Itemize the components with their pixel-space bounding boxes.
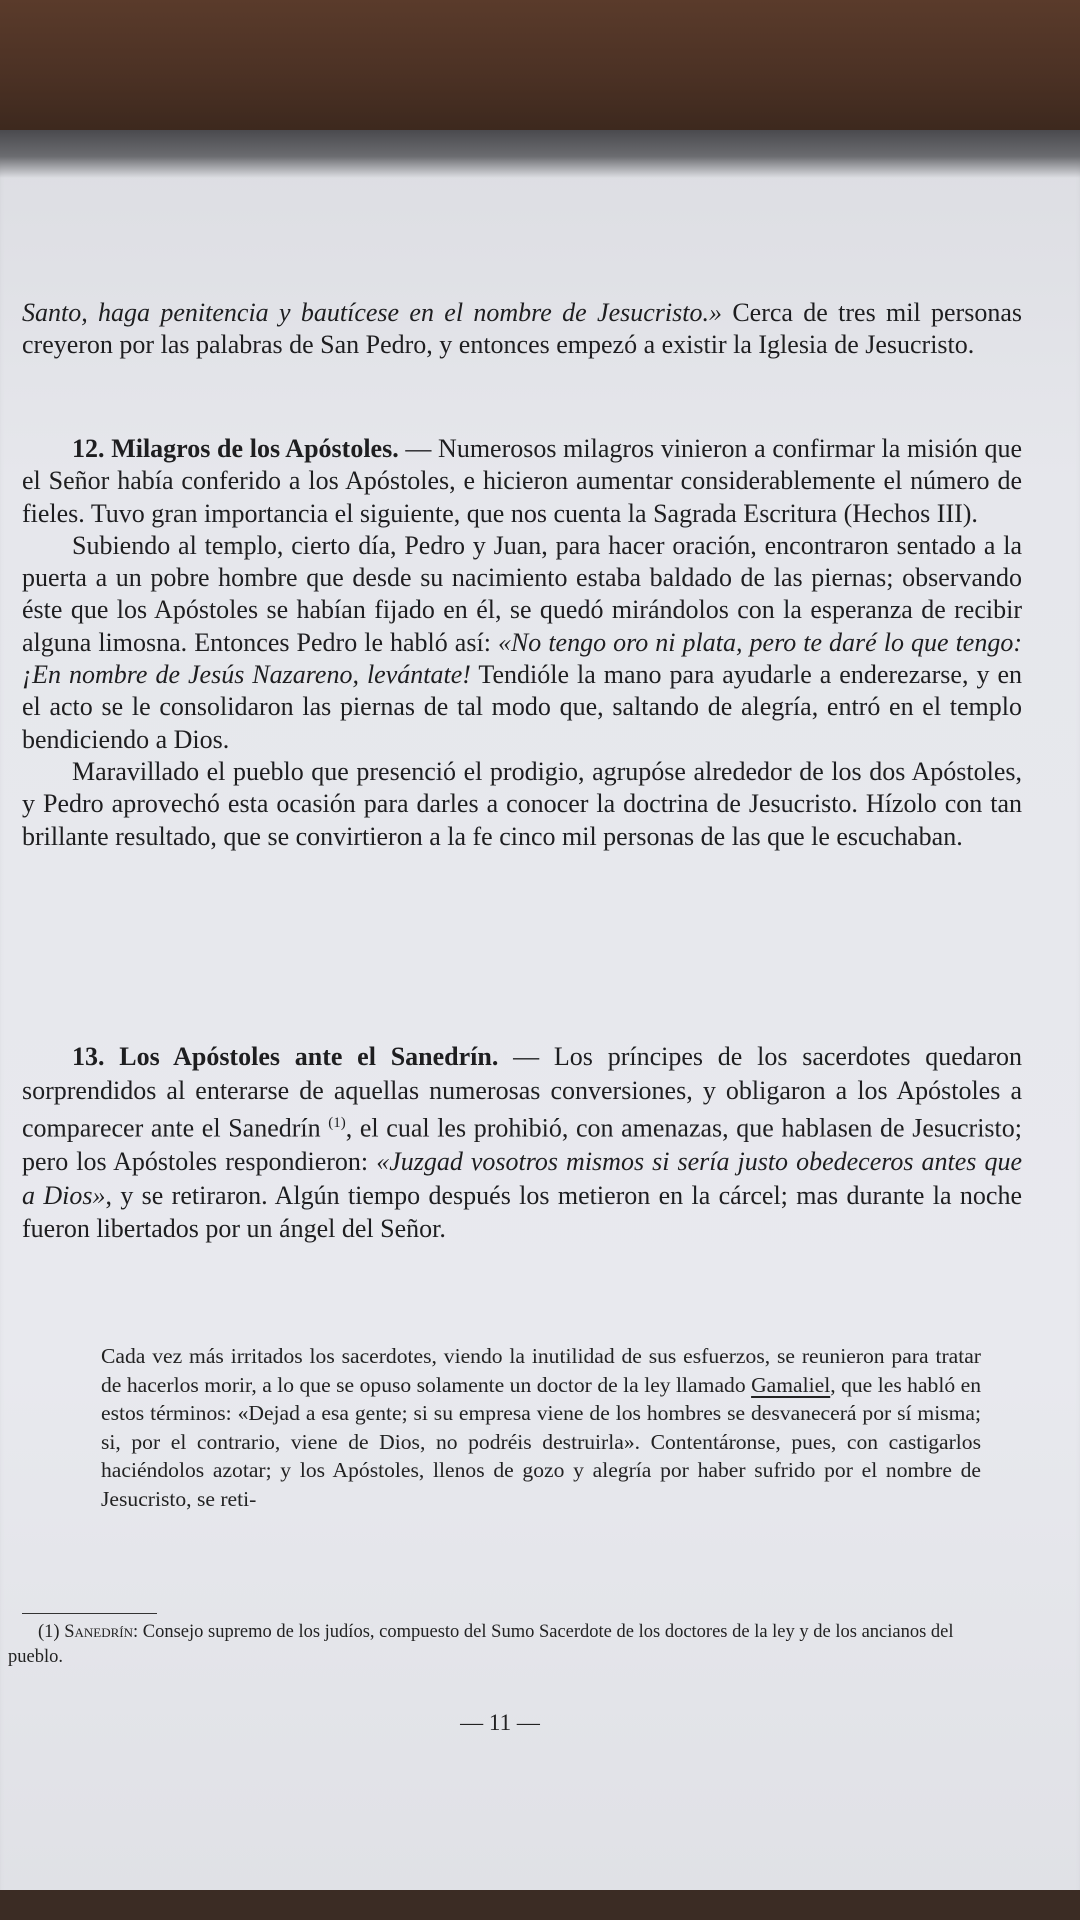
page-number: — 11 — xyxy=(460,1710,540,1735)
footnote-marker: (1) xyxy=(38,1622,60,1642)
top-paragraph-rest: Cerca de tres mil personas creyeron por las palabras de San Pedro, y entonces empezó a existir la Iglesia de Jesucristo. xyxy=(22,298,1022,360)
small-print-before: Cada vez más irritados los sacerdotes, viendo la inutilidad de sus esfuerzos, se reunieron para tratar de hacerlos morir, a lo que se opuso solamente un doctor de la ley llamado xyxy=(101,1344,981,1397)
footnote-divider xyxy=(22,1613,157,1614)
section-12-paragraph-3: Maravillado el pueblo que presenció el prodigio, agrupóse alrededor de los dos Apóstoles, y Pedro aprovechó esta ocasión para darles a conocer la doctrina de Jesucristo. Hízolo con tan brillante resultado, que se convirtieron a la fe cinco mil personas de las que le escuchaban. xyxy=(22,756,1022,851)
top-paragraph-text xyxy=(22,297,1022,362)
section-12-p2-italic: «No tengo oro ni plata, pero te daré lo que tengo: ¡En nombre de Jesús Nazareno, levántate! xyxy=(22,627,1022,690)
section-13-body-mid: , el cual les prohibió, con amenazas, que hablasen de Jesucristo; pero los Apóstoles respondieron: xyxy=(22,1113,1022,1177)
section-13-number: 13. xyxy=(72,1042,105,1071)
section-13-body-after: , y se retiraron. Algún tiempo después los metieron en la cárcel; mas durante la noche fueron libertados por un ángel del Señor. xyxy=(22,1180,1022,1244)
section-12-paragraph-1 xyxy=(22,433,1022,530)
small-print-text xyxy=(101,1342,981,1514)
page-top-shadow xyxy=(0,130,1080,178)
table-bottom-edge xyxy=(0,1890,1080,1920)
section-13-paragraph xyxy=(22,1040,1022,1246)
footnote xyxy=(8,1620,1008,1670)
section-13 xyxy=(22,1040,1022,1246)
top-paragraph xyxy=(22,297,1022,362)
section-12-p2-before: Subiendo al templo, cierto día, Pedro y Juan, para hacer oración, encontraron sentado a la puerta a un pobre hombre que desde su nacimiento estaba baldado de las piernas; observando éste que los Apóstoles se habían fijado en él, se quedó mirándolos con la esperanza de recibir alguna limosna. Entonces Pedro le habló así: xyxy=(22,530,1022,657)
section-12-number: 12. xyxy=(72,434,105,463)
small-print-paragraph xyxy=(101,1342,981,1514)
footnote-text: Consejo supremo de los judíos, compuesto del Sumo Sacerdote de los doctores de la ley y de los ancianos del pueblo. xyxy=(8,1622,954,1667)
footnote-term: Sanedrín: xyxy=(64,1622,139,1642)
top-paragraph-italic: Santo, haga penitencia y bautícese en el nombre de Jesucristo.» xyxy=(22,298,722,327)
section-12 xyxy=(22,433,1022,853)
gamaliel-underlined: Gamaliel xyxy=(751,1372,831,1397)
section-13-title: Los Apóstoles ante el Sanedrín. xyxy=(119,1042,499,1071)
section-13-body-before: — Los príncipes de los sacerdotes quedaron sorprendidos al enterarse de aquellas numerosas conversiones, y obligaron a los Apóstoles a comparecer ante el Sanedrín xyxy=(22,1042,1023,1143)
section-12-paragraph-2 xyxy=(22,530,1022,756)
small-print-after: , que les habló en estos términos: «Dejad a esa gente; si su empresa viene de los hombres se desvanecerá por sí misma; si, por el contrario, viene de Dios, no podréis destruirla». Contentáronse, pues, con castigarlos haciéndolos azotar; y los Apóstoles, llenos de gozo y alegría por haber sufrido por el nombre de Jesucristo, se reti- xyxy=(101,1372,981,1511)
wooden-table-background xyxy=(0,0,1080,140)
section-12-title: Milagros de los Apóstoles. xyxy=(111,434,399,463)
section-12-body: — Numerosos milagros vinieron a confirmar la misión que el Señor había conferido a los Apóstoles, e hicieron aumentar considerablemente el número de fieles. Tuvo gran importancia el siguiente, que nos cuenta la Sagrada Escritura (Hechos III). xyxy=(22,434,1023,528)
footnote-reference: (1) xyxy=(328,1115,346,1131)
section-12-p2-after: Tendióle la mano para ayudarle a enderezarse, y en el acto se le consolidaron las piernas de tal modo que, saltando de alegría, entró en el templo bendiciendo a Dios. xyxy=(22,660,1022,754)
section-13-italic-quote: «Juzgad vosotros mismos si sería justo obedeceros antes que a Dios» xyxy=(22,1147,1022,1210)
